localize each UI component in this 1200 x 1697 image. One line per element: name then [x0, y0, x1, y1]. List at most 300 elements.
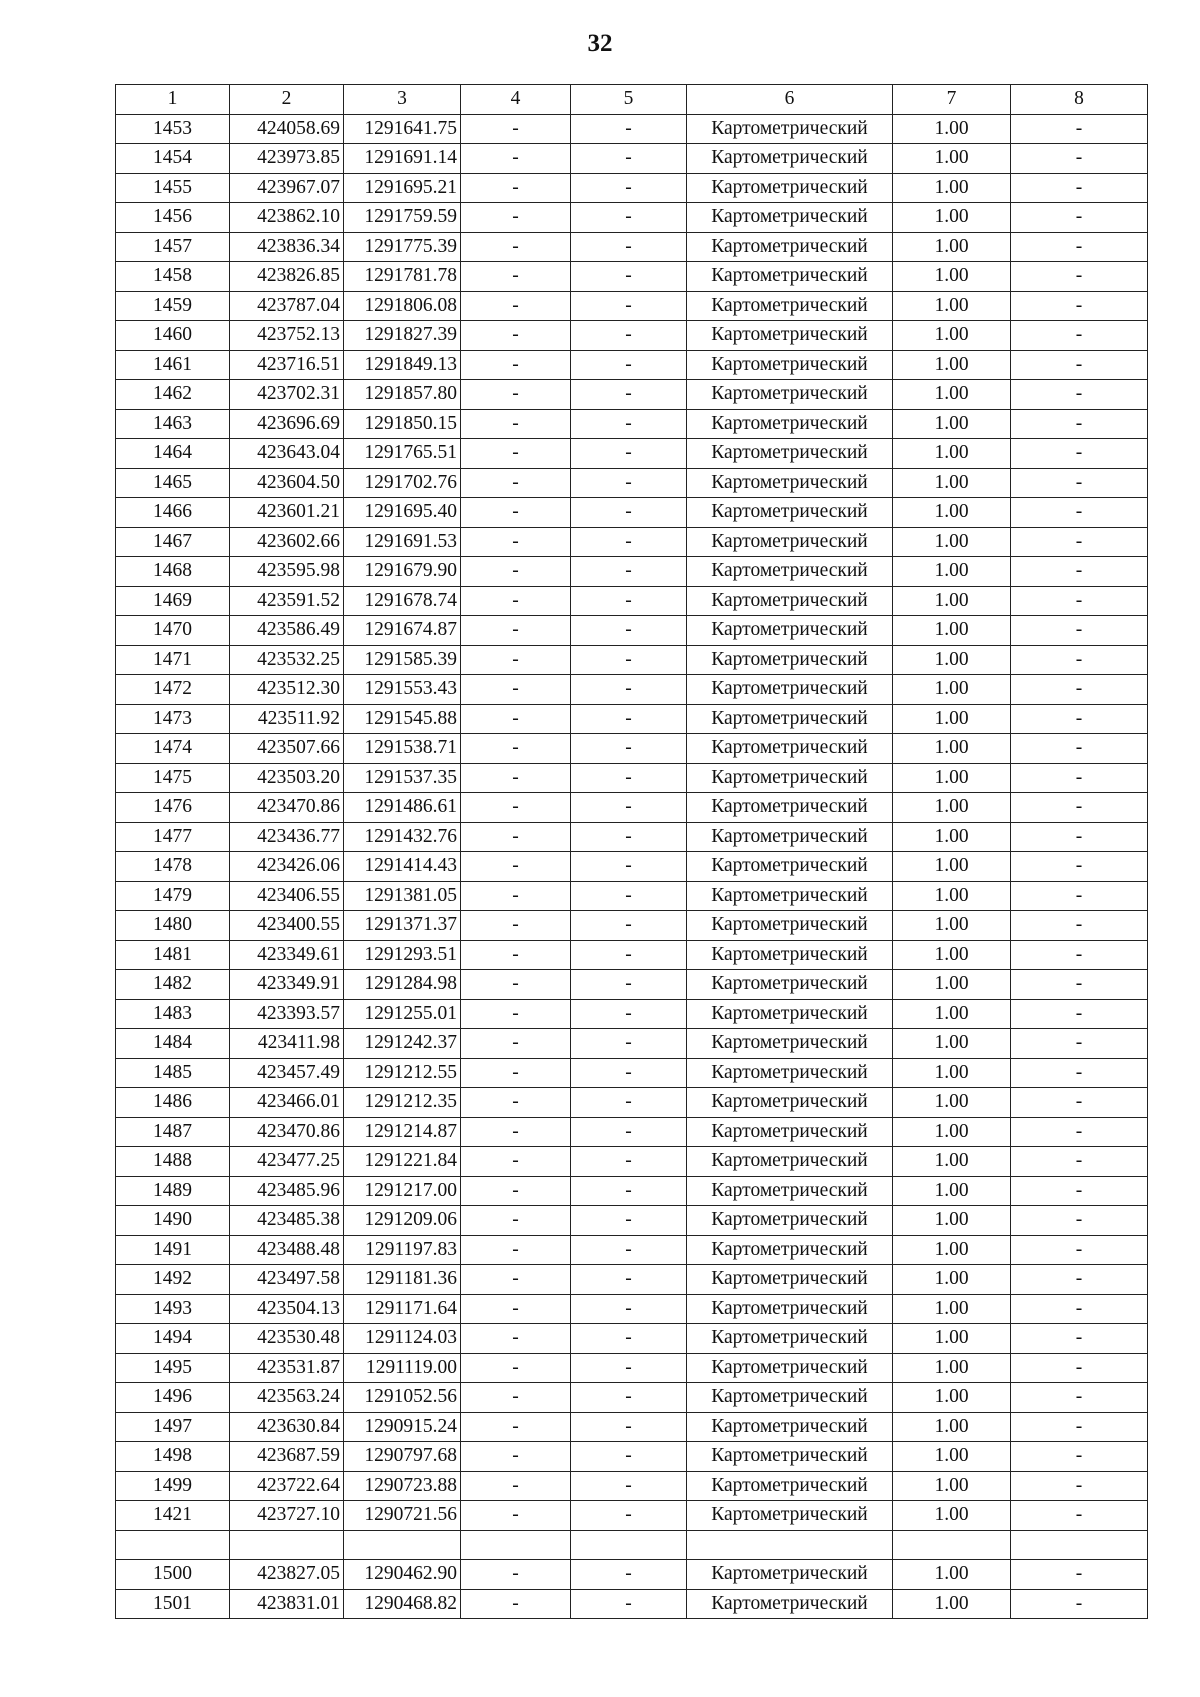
table-row [116, 852, 1148, 882]
table-cell-col6: Картометрический [687, 114, 893, 144]
table-cell-col5: - [571, 1117, 687, 1147]
table-cell-col6: Картометрический [687, 557, 893, 587]
table-cell-col2: 423470.86 [230, 793, 344, 823]
table-cell-col6: Картометрический [687, 203, 893, 233]
table-cell-col8: - [1011, 350, 1148, 380]
table-cell-col2: 423531.87 [230, 1353, 344, 1383]
table-cell-col3: 1291545.88 [344, 704, 461, 734]
table-cell-col6: Картометрический [687, 291, 893, 321]
table-cell-col4: - [461, 557, 571, 587]
table-cell-col1: 1481 [116, 940, 230, 970]
table-cell-col5: - [571, 852, 687, 882]
table-cell-col7: 1.00 [893, 970, 1011, 1000]
table-cell-col5: - [571, 144, 687, 174]
table-cell-col7: 1.00 [893, 1383, 1011, 1413]
table-cell-col8: - [1011, 645, 1148, 675]
table-body [116, 114, 1148, 1619]
table-cell-col5: - [571, 586, 687, 616]
table-cell-col7 [893, 1530, 1011, 1560]
table-cell-col4: - [461, 409, 571, 439]
table-cell-col3: 1290462.90 [344, 1560, 461, 1590]
table-cell-col4: - [461, 1147, 571, 1177]
column-header-7: 7 [893, 85, 1011, 115]
table-row [116, 1117, 1148, 1147]
table-cell-col7: 1.00 [893, 1147, 1011, 1177]
table-cell-col1: 1460 [116, 321, 230, 351]
table-cell-col5: - [571, 1471, 687, 1501]
table-row [116, 793, 1148, 823]
table-row [116, 645, 1148, 675]
table-cell-col5: - [571, 1176, 687, 1206]
table-cell-col4: - [461, 1117, 571, 1147]
table-cell-col6: Картометрический [687, 1294, 893, 1324]
table-cell-col3: 1291255.01 [344, 999, 461, 1029]
table-cell-col7: 1.00 [893, 763, 1011, 793]
table-row [116, 1294, 1148, 1324]
table-cell-col1: 1470 [116, 616, 230, 646]
table-cell-col8: - [1011, 881, 1148, 911]
table-cell-col4: - [461, 970, 571, 1000]
table-cell-col4: - [461, 704, 571, 734]
table-cell-col7: 1.00 [893, 852, 1011, 882]
table-cell-col6: Картометрический [687, 616, 893, 646]
table-cell-col3: 1291209.06 [344, 1206, 461, 1236]
table-cell-col8: - [1011, 1265, 1148, 1295]
table-cell-col4: - [461, 1589, 571, 1619]
table-cell-col6: Картометрический [687, 734, 893, 764]
table-cell-col2: 423696.69 [230, 409, 344, 439]
table-cell-col3: 1291827.39 [344, 321, 461, 351]
table-cell-col6: Картометрический [687, 262, 893, 292]
table-cell-col1: 1471 [116, 645, 230, 675]
table-cell-col7: 1.00 [893, 527, 1011, 557]
table-cell-col7: 1.00 [893, 1088, 1011, 1118]
table-cell-col8: - [1011, 439, 1148, 469]
table-cell-col5: - [571, 1206, 687, 1236]
table-cell-col2: 423400.55 [230, 911, 344, 941]
table-cell-col6: Картометрический [687, 970, 893, 1000]
table-row [116, 1471, 1148, 1501]
table-cell-col2: 423503.20 [230, 763, 344, 793]
table-cell-col4: - [461, 1442, 571, 1472]
table-cell-col6: Картометрический [687, 1088, 893, 1118]
table-cell-col7: 1.00 [893, 291, 1011, 321]
table-cell-col1: 1493 [116, 1294, 230, 1324]
table-cell-col7: 1.00 [893, 557, 1011, 587]
header-row [116, 85, 1148, 115]
table-row [116, 763, 1148, 793]
table-cell-col3: 1291486.61 [344, 793, 461, 823]
table-cell-col6: Картометрический [687, 1117, 893, 1147]
table-cell-col5: - [571, 291, 687, 321]
table-row [116, 704, 1148, 734]
table-cell-col8: - [1011, 1560, 1148, 1590]
table-cell-col8: - [1011, 704, 1148, 734]
table-cell-col6: Картометрический [687, 704, 893, 734]
table-cell-col8: - [1011, 1353, 1148, 1383]
table-row [116, 232, 1148, 262]
table-cell-col5: - [571, 763, 687, 793]
table-cell-col1: 1473 [116, 704, 230, 734]
table-cell-col4: - [461, 940, 571, 970]
table-row [116, 881, 1148, 911]
table-cell-col1: 1486 [116, 1088, 230, 1118]
table-cell-col2: 423393.57 [230, 999, 344, 1029]
table-cell-col6: Картометрический [687, 1206, 893, 1236]
table-cell-col5: - [571, 616, 687, 646]
table-cell-col3: 1291702.76 [344, 468, 461, 498]
table-cell-col8: - [1011, 1294, 1148, 1324]
table-row [116, 911, 1148, 941]
table-cell-col6: Картометрический [687, 940, 893, 970]
table-cell-col7: 1.00 [893, 1265, 1011, 1295]
table-cell-col4: - [461, 1353, 571, 1383]
table-cell-col2: 423470.86 [230, 1117, 344, 1147]
table-cell-col4: - [461, 999, 571, 1029]
table-cell-col3: 1291674.87 [344, 616, 461, 646]
table-cell-col6: Картометрический [687, 1589, 893, 1619]
table-row [116, 1412, 1148, 1442]
table-cell-col5: - [571, 350, 687, 380]
table-cell-col3: 1291432.76 [344, 822, 461, 852]
table-cell-col4: - [461, 616, 571, 646]
table-cell-col1: 1492 [116, 1265, 230, 1295]
table-cell-col2: 423586.49 [230, 616, 344, 646]
table-row [116, 1589, 1148, 1619]
table-cell-col7: 1.00 [893, 498, 1011, 528]
table-cell-col6: Картометрический [687, 1058, 893, 1088]
table-cell-col2: 423457.49 [230, 1058, 344, 1088]
table-row [116, 1265, 1148, 1295]
table-cell-col7: 1.00 [893, 1501, 1011, 1531]
column-header-8: 8 [1011, 85, 1148, 115]
table-cell-col2: 423827.05 [230, 1560, 344, 1590]
table-cell-col1: 1453 [116, 114, 230, 144]
table-cell-col3: 1290468.82 [344, 1589, 461, 1619]
table-cell-col8: - [1011, 1324, 1148, 1354]
table-cell-col8: - [1011, 1235, 1148, 1265]
table-cell-col6: Картометрический [687, 380, 893, 410]
table-cell-col1: 1474 [116, 734, 230, 764]
table-row [116, 822, 1148, 852]
table-cell-col3: 1291381.05 [344, 881, 461, 911]
table-cell-col5: - [571, 557, 687, 587]
table-cell-col5: - [571, 1442, 687, 1472]
table-cell-col1: 1501 [116, 1589, 230, 1619]
table-cell-col7: 1.00 [893, 1442, 1011, 1472]
table-cell-col2: 424058.69 [230, 114, 344, 144]
table-cell-col4: - [461, 468, 571, 498]
table-row [116, 970, 1148, 1000]
table-cell-col8: - [1011, 1589, 1148, 1619]
table-cell-col8: - [1011, 232, 1148, 262]
table-row [116, 291, 1148, 321]
table-cell-col1: 1455 [116, 173, 230, 203]
table-cell-col2: 423967.07 [230, 173, 344, 203]
table-cell-col7: 1.00 [893, 1353, 1011, 1383]
table-row [116, 1324, 1148, 1354]
table-cell-col6: Картометрический [687, 1383, 893, 1413]
table-cell-col6: Картометрический [687, 350, 893, 380]
table-cell-col5: - [571, 793, 687, 823]
table-cell-col7: 1.00 [893, 1117, 1011, 1147]
table-cell-col6: Картометрический [687, 1265, 893, 1295]
table-cell-col2: 423630.84 [230, 1412, 344, 1442]
table-cell-col8: - [1011, 822, 1148, 852]
table-row [116, 1442, 1148, 1472]
table-cell-col7: 1.00 [893, 940, 1011, 970]
table-cell-col4: - [461, 144, 571, 174]
table-row [116, 1058, 1148, 1088]
table-cell-col5: - [571, 1589, 687, 1619]
table-cell-col3: 1290723.88 [344, 1471, 461, 1501]
table-cell-col2: 423532.25 [230, 645, 344, 675]
table-cell-col5: - [571, 1029, 687, 1059]
table-row [116, 527, 1148, 557]
table-cell-col5: - [571, 1560, 687, 1590]
table-cell-col5: - [571, 970, 687, 1000]
table-cell-col6: Картометрический [687, 1442, 893, 1472]
table-cell-col7: 1.00 [893, 822, 1011, 852]
table-cell-col8: - [1011, 1442, 1148, 1472]
table-cell-col4: - [461, 645, 571, 675]
table-cell-col7: 1.00 [893, 1206, 1011, 1236]
table-cell-col7: 1.00 [893, 645, 1011, 675]
table-cell-col5: - [571, 1501, 687, 1531]
table-cell-col7: 1.00 [893, 1235, 1011, 1265]
table-cell-col2: 423349.91 [230, 970, 344, 1000]
table-cell-col8: - [1011, 1029, 1148, 1059]
table-cell-col8: - [1011, 1501, 1148, 1531]
table-cell-col3: 1291849.13 [344, 350, 461, 380]
table-cell-col7: 1.00 [893, 321, 1011, 351]
table-cell-col3: 1291212.55 [344, 1058, 461, 1088]
table-cell-col2: 423722.64 [230, 1471, 344, 1501]
table-cell-col3: 1291217.00 [344, 1176, 461, 1206]
table-cell-col1: 1482 [116, 970, 230, 1000]
table-cell-col4: - [461, 1501, 571, 1531]
table-cell-col7: 1.00 [893, 675, 1011, 705]
table-cell-col1: 1499 [116, 1471, 230, 1501]
table-cell-col3: 1291171.64 [344, 1294, 461, 1324]
table-cell-col8: - [1011, 940, 1148, 970]
table-cell-col8: - [1011, 793, 1148, 823]
table-cell-col6: Картометрический [687, 911, 893, 941]
table-cell-col7: 1.00 [893, 1471, 1011, 1501]
table-cell-col6: Картометрический [687, 852, 893, 882]
table-cell-col7: 1.00 [893, 586, 1011, 616]
table-row [116, 468, 1148, 498]
table-cell-col5: - [571, 1088, 687, 1118]
table-cell-col4: - [461, 291, 571, 321]
table-cell-col3: 1291371.37 [344, 911, 461, 941]
table-cell-col7: 1.00 [893, 468, 1011, 498]
table-cell-col3: 1291806.08 [344, 291, 461, 321]
table-cell-col2: 423507.66 [230, 734, 344, 764]
table-cell-col8: - [1011, 616, 1148, 646]
table-row [116, 409, 1148, 439]
table-cell-col4: - [461, 114, 571, 144]
table-row [116, 616, 1148, 646]
table-cell-col6: Картометрический [687, 586, 893, 616]
table-cell-col1: 1495 [116, 1353, 230, 1383]
table-cell-col7: 1.00 [893, 262, 1011, 292]
table-cell-col5: - [571, 704, 687, 734]
table-cell-col1: 1469 [116, 586, 230, 616]
table-cell-col3: 1291181.36 [344, 1265, 461, 1295]
table-cell-col3: 1291695.40 [344, 498, 461, 528]
table-cell-col7: 1.00 [893, 793, 1011, 823]
table-cell-col2: 423826.85 [230, 262, 344, 292]
table-cell-col6: Картометрический [687, 409, 893, 439]
table-row [116, 1501, 1148, 1531]
table-cell-col7: 1.00 [893, 144, 1011, 174]
table-cell-col3: 1291857.80 [344, 380, 461, 410]
table-cell-col3: 1291284.98 [344, 970, 461, 1000]
table-cell-col4: - [461, 911, 571, 941]
table-cell-col8: - [1011, 1147, 1148, 1177]
table-row [116, 380, 1148, 410]
table-cell-col3: 1291759.59 [344, 203, 461, 233]
table-cell-col2: 423436.77 [230, 822, 344, 852]
table-cell-col8: - [1011, 144, 1148, 174]
table-cell-col5: - [571, 1147, 687, 1177]
table-cell-col1: 1459 [116, 291, 230, 321]
table-cell-col3: 1291641.75 [344, 114, 461, 144]
table-cell-col6: Картометрический [687, 173, 893, 203]
table-cell-col7: 1.00 [893, 173, 1011, 203]
table-cell-col8: - [1011, 262, 1148, 292]
table-cell-col8: - [1011, 763, 1148, 793]
table-cell-col8: - [1011, 291, 1148, 321]
table-cell-col2: 423702.31 [230, 380, 344, 410]
table-cell-col2: 423604.50 [230, 468, 344, 498]
table-cell-col8: - [1011, 586, 1148, 616]
table-cell-col4: - [461, 439, 571, 469]
table-cell-col7: 1.00 [893, 999, 1011, 1029]
table-cell-col7: 1.00 [893, 881, 1011, 911]
table-cell-col3: 1291691.14 [344, 144, 461, 174]
table-cell-col1: 1475 [116, 763, 230, 793]
table-cell-col5: - [571, 940, 687, 970]
table-cell-col8: - [1011, 468, 1148, 498]
table-cell-col6: Картометрический [687, 468, 893, 498]
table-cell-col2: 423512.30 [230, 675, 344, 705]
table-cell-col1: 1483 [116, 999, 230, 1029]
table-cell-col1: 1421 [116, 1501, 230, 1531]
table-cell-col2: 423488.48 [230, 1235, 344, 1265]
table-cell-col4: - [461, 881, 571, 911]
table-row [116, 1147, 1148, 1177]
table-row [116, 1560, 1148, 1590]
table-cell-col5: - [571, 1235, 687, 1265]
table-cell-col7: 1.00 [893, 616, 1011, 646]
table-cell-col3: 1291775.39 [344, 232, 461, 262]
table-cell-col4: - [461, 173, 571, 203]
table-cell-col6: Картометрический [687, 1353, 893, 1383]
table-cell-col3: 1291124.03 [344, 1324, 461, 1354]
table-cell-col6: Картометрический [687, 1147, 893, 1177]
table-cell-col7: 1.00 [893, 1294, 1011, 1324]
table-row [116, 1235, 1148, 1265]
table-cell-col6: Картометрический [687, 439, 893, 469]
table-cell-col4: - [461, 232, 571, 262]
table-cell-col2: 423426.06 [230, 852, 344, 882]
table-cell-col1: 1458 [116, 262, 230, 292]
table-cell-col4: - [461, 1265, 571, 1295]
table-cell-col2 [230, 1530, 344, 1560]
table-cell-col4: - [461, 1088, 571, 1118]
table-cell-col3: 1291553.43 [344, 675, 461, 705]
table-row [116, 439, 1148, 469]
table-cell-col8: - [1011, 911, 1148, 941]
table-row [116, 262, 1148, 292]
table-cell-col6: Картометрический [687, 1235, 893, 1265]
table-cell-col7: 1.00 [893, 350, 1011, 380]
table-cell-col2: 423497.58 [230, 1265, 344, 1295]
table-cell-col2: 423406.55 [230, 881, 344, 911]
column-header-1: 1 [116, 85, 230, 115]
table-cell-col5: - [571, 881, 687, 911]
table-cell-col3: 1290915.24 [344, 1412, 461, 1442]
table-cell-col2: 423831.01 [230, 1589, 344, 1619]
table-cell-col6: Картометрический [687, 822, 893, 852]
column-header-3: 3 [344, 85, 461, 115]
table-cell-col5: - [571, 1294, 687, 1324]
table-cell-col5: - [571, 527, 687, 557]
table-cell-col5: - [571, 321, 687, 351]
table-cell-col1: 1476 [116, 793, 230, 823]
table-cell-col1: 1490 [116, 1206, 230, 1236]
table-cell-col7: 1.00 [893, 1412, 1011, 1442]
column-header-2: 2 [230, 85, 344, 115]
column-header-6: 6 [687, 85, 893, 115]
table-cell-col1: 1484 [116, 1029, 230, 1059]
table-cell-col8: - [1011, 734, 1148, 764]
table-cell-col6: Картометрический [687, 1501, 893, 1531]
table-cell-col4: - [461, 1560, 571, 1590]
table-cell-col1: 1466 [116, 498, 230, 528]
table-cell-col5: - [571, 1383, 687, 1413]
table-cell-col5: - [571, 645, 687, 675]
table-cell-col4: - [461, 1029, 571, 1059]
table-cell-col4: - [461, 1235, 571, 1265]
table-cell-col4: - [461, 1412, 571, 1442]
table-cell-col8: - [1011, 1471, 1148, 1501]
table-cell-col6: Картометрический [687, 321, 893, 351]
table-cell-col6: Картометрический [687, 498, 893, 528]
table-cell-col6: Картометрический [687, 1560, 893, 1590]
table-row [116, 1176, 1148, 1206]
table-cell-col4: - [461, 1383, 571, 1413]
table-row [116, 498, 1148, 528]
table-row [116, 203, 1148, 233]
table-cell-col5: - [571, 911, 687, 941]
table-cell-col2: 423485.96 [230, 1176, 344, 1206]
table-cell-col5: - [571, 173, 687, 203]
column-header-5: 5 [571, 85, 687, 115]
table-cell-col6: Картометрический [687, 1471, 893, 1501]
table-cell-col1: 1498 [116, 1442, 230, 1472]
table-cell-col2: 423563.24 [230, 1383, 344, 1413]
table-cell-col4: - [461, 262, 571, 292]
table-cell-col3: 1291221.84 [344, 1147, 461, 1177]
table-cell-col2: 423349.61 [230, 940, 344, 970]
table-cell-col8: - [1011, 321, 1148, 351]
table-cell-col3 [344, 1530, 461, 1560]
table-cell-col7: 1.00 [893, 734, 1011, 764]
table-cell-col8: - [1011, 1206, 1148, 1236]
